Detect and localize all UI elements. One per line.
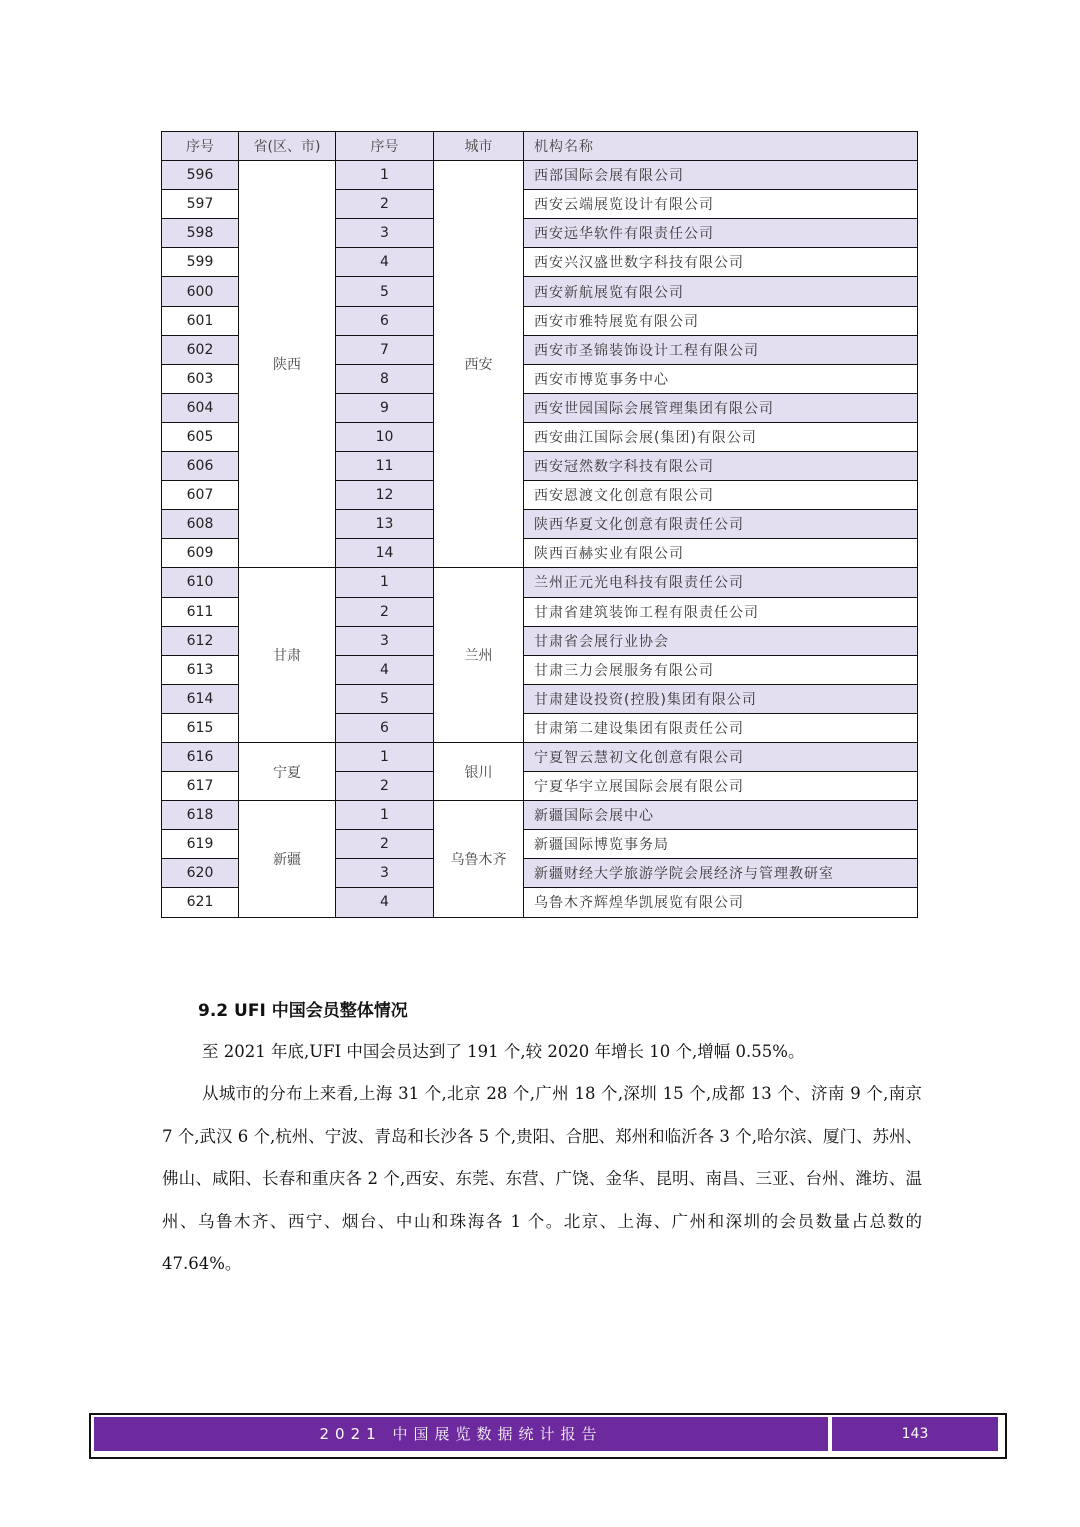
org-name: 陕西华夏文化创意有限责任公司	[524, 510, 918, 539]
page-number: 143	[901, 1426, 929, 1442]
row-index: 613	[162, 655, 239, 684]
paragraph-city-distribution: 从城市的分布上来看,上海 31 个,北京 28 个,广州 18 个,深圳 15 个,成都 13 个、济南 9 个,南京 7 个,武汉 6 个,杭州、宁波、青岛和长沙各 5 个,贵阳、合肥、郑州和临沂各 3 个,哈尔滨、厦门、苏州、佛山、咸阳、长春和重庆各 2 个,西安、东莞、东营、广饶、金华、昆明、南昌、三亚、台州、潍坊、温州、乌鲁木齐、西宁、烟台、中山和珠海各 1 个。北京、上海、广州和深圳的会员数量占总数的 47.64%。	[162, 1084, 922, 1273]
org-name: 新疆财经大学旅游学院会展经济与管理教研室	[524, 859, 918, 888]
row-sub-index: 9	[336, 393, 434, 422]
org-name: 西安曲江国际会展(集团)有限公司	[524, 422, 918, 451]
org-name: 甘肃省会展行业协会	[524, 626, 918, 655]
org-name: 西安兴汉盛世数字科技有限公司	[524, 248, 918, 277]
org-name: 宁夏华宇立展国际会展有限公司	[524, 772, 918, 801]
row-index: 611	[162, 597, 239, 626]
row-sub-index: 3	[336, 859, 434, 888]
row-index: 602	[162, 335, 239, 364]
row-sub-index: 8	[336, 364, 434, 393]
org-name: 宁夏智云慧初文化创意有限公司	[524, 742, 918, 771]
org-name: 甘肃省建筑装饰工程有限责任公司	[524, 597, 918, 626]
org-name: 西安云端展览设计有限公司	[524, 190, 918, 219]
row-sub-index: 4	[336, 888, 434, 917]
org-name: 西安世园国际会展管理集团有限公司	[524, 393, 918, 422]
row-sub-index: 3	[336, 219, 434, 248]
footer-report-title: 2021 中国展览数据统计报告	[319, 1425, 603, 1443]
table-row	[162, 161, 918, 190]
province-cell: 新疆	[239, 801, 336, 917]
row-sub-index: 11	[336, 452, 434, 481]
org-name: 西安新航展览有限公司	[524, 277, 918, 306]
row-sub-index: 6	[336, 306, 434, 335]
row-sub-index: 2	[336, 830, 434, 859]
row-index: 601	[162, 306, 239, 335]
row-sub-index: 14	[336, 539, 434, 568]
header-city: 城市	[434, 132, 524, 161]
row-index: 617	[162, 772, 239, 801]
row-index: 608	[162, 510, 239, 539]
row-index: 596	[162, 161, 239, 190]
org-name: 甘肃第二建设集团有限责任公司	[524, 713, 918, 742]
org-name: 西安市圣锦装饰设计工程有限公司	[524, 335, 918, 364]
org-name: 新疆国际会展中心	[524, 801, 918, 830]
city-cell: 银川	[434, 742, 524, 800]
table-row	[162, 801, 918, 830]
paragraph-member-total: 至 2021 年底,UFI 中国会员达到了 191 个,较 2020 年增长 10 个,增幅 0.55%。	[202, 1042, 805, 1061]
row-sub-index: 4	[336, 655, 434, 684]
row-index: 610	[162, 568, 239, 597]
row-index: 605	[162, 422, 239, 451]
row-index: 621	[162, 888, 239, 917]
org-name: 西部国际会展有限公司	[524, 161, 918, 190]
row-index: 612	[162, 626, 239, 655]
row-index: 616	[162, 742, 239, 771]
row-index: 604	[162, 393, 239, 422]
province-cell: 陕西	[239, 161, 336, 568]
section-heading: 9.2 UFI 中国会员整体情况	[198, 1001, 408, 1021]
row-sub-index: 2	[336, 597, 434, 626]
province-cell: 宁夏	[239, 742, 336, 800]
row-index: 614	[162, 684, 239, 713]
org-name: 新疆国际博览事务局	[524, 830, 918, 859]
row-index: 597	[162, 190, 239, 219]
table-row	[162, 568, 918, 597]
org-name: 西安市雅特展览有限公司	[524, 306, 918, 335]
table-header-row	[162, 132, 918, 161]
city-cell: 乌鲁木齐	[434, 801, 524, 917]
row-index: 600	[162, 277, 239, 306]
row-index: 606	[162, 452, 239, 481]
org-name: 甘肃建设投资(控股)集团有限公司	[524, 684, 918, 713]
row-sub-index: 2	[336, 190, 434, 219]
city-cell: 兰州	[434, 568, 524, 743]
row-sub-index: 6	[336, 713, 434, 742]
row-index: 598	[162, 219, 239, 248]
org-name: 乌鲁木齐辉煌华凯展览有限公司	[524, 888, 918, 917]
org-name: 西安冠然数字科技有限公司	[524, 452, 918, 481]
org-name: 西安市博览事务中心	[524, 364, 918, 393]
row-index: 603	[162, 364, 239, 393]
header-province: 省(区、市)	[239, 132, 336, 161]
row-index: 607	[162, 481, 239, 510]
row-sub-index: 1	[336, 742, 434, 771]
row-index: 615	[162, 713, 239, 742]
member-table	[161, 131, 918, 918]
row-sub-index: 4	[336, 248, 434, 277]
row-sub-index: 1	[336, 801, 434, 830]
row-index: 618	[162, 801, 239, 830]
row-sub-index: 13	[336, 510, 434, 539]
row-index: 599	[162, 248, 239, 277]
row-index: 609	[162, 539, 239, 568]
city-cell: 西安	[434, 161, 524, 568]
org-name: 西安远华软件有限责任公司	[524, 219, 918, 248]
org-name: 陕西百赫实业有限公司	[524, 539, 918, 568]
header-org-name: 机构名称	[524, 132, 918, 161]
row-sub-index: 2	[336, 772, 434, 801]
table-row	[162, 742, 918, 771]
header-sub-index: 序号	[336, 132, 434, 161]
province-cell: 甘肃	[239, 568, 336, 743]
row-sub-index: 5	[336, 684, 434, 713]
row-sub-index: 3	[336, 626, 434, 655]
row-sub-index: 7	[336, 335, 434, 364]
org-name: 兰州正元光电科技有限责任公司	[524, 568, 918, 597]
header-index: 序号	[162, 132, 239, 161]
row-index: 619	[162, 830, 239, 859]
org-name: 西安恩渡文化创意有限公司	[524, 481, 918, 510]
row-sub-index: 10	[336, 422, 434, 451]
row-sub-index: 1	[336, 568, 434, 597]
row-sub-index: 1	[336, 161, 434, 190]
row-sub-index: 5	[336, 277, 434, 306]
row-index: 620	[162, 859, 239, 888]
org-name: 甘肃三力会展服务有限公司	[524, 655, 918, 684]
row-sub-index: 12	[336, 481, 434, 510]
